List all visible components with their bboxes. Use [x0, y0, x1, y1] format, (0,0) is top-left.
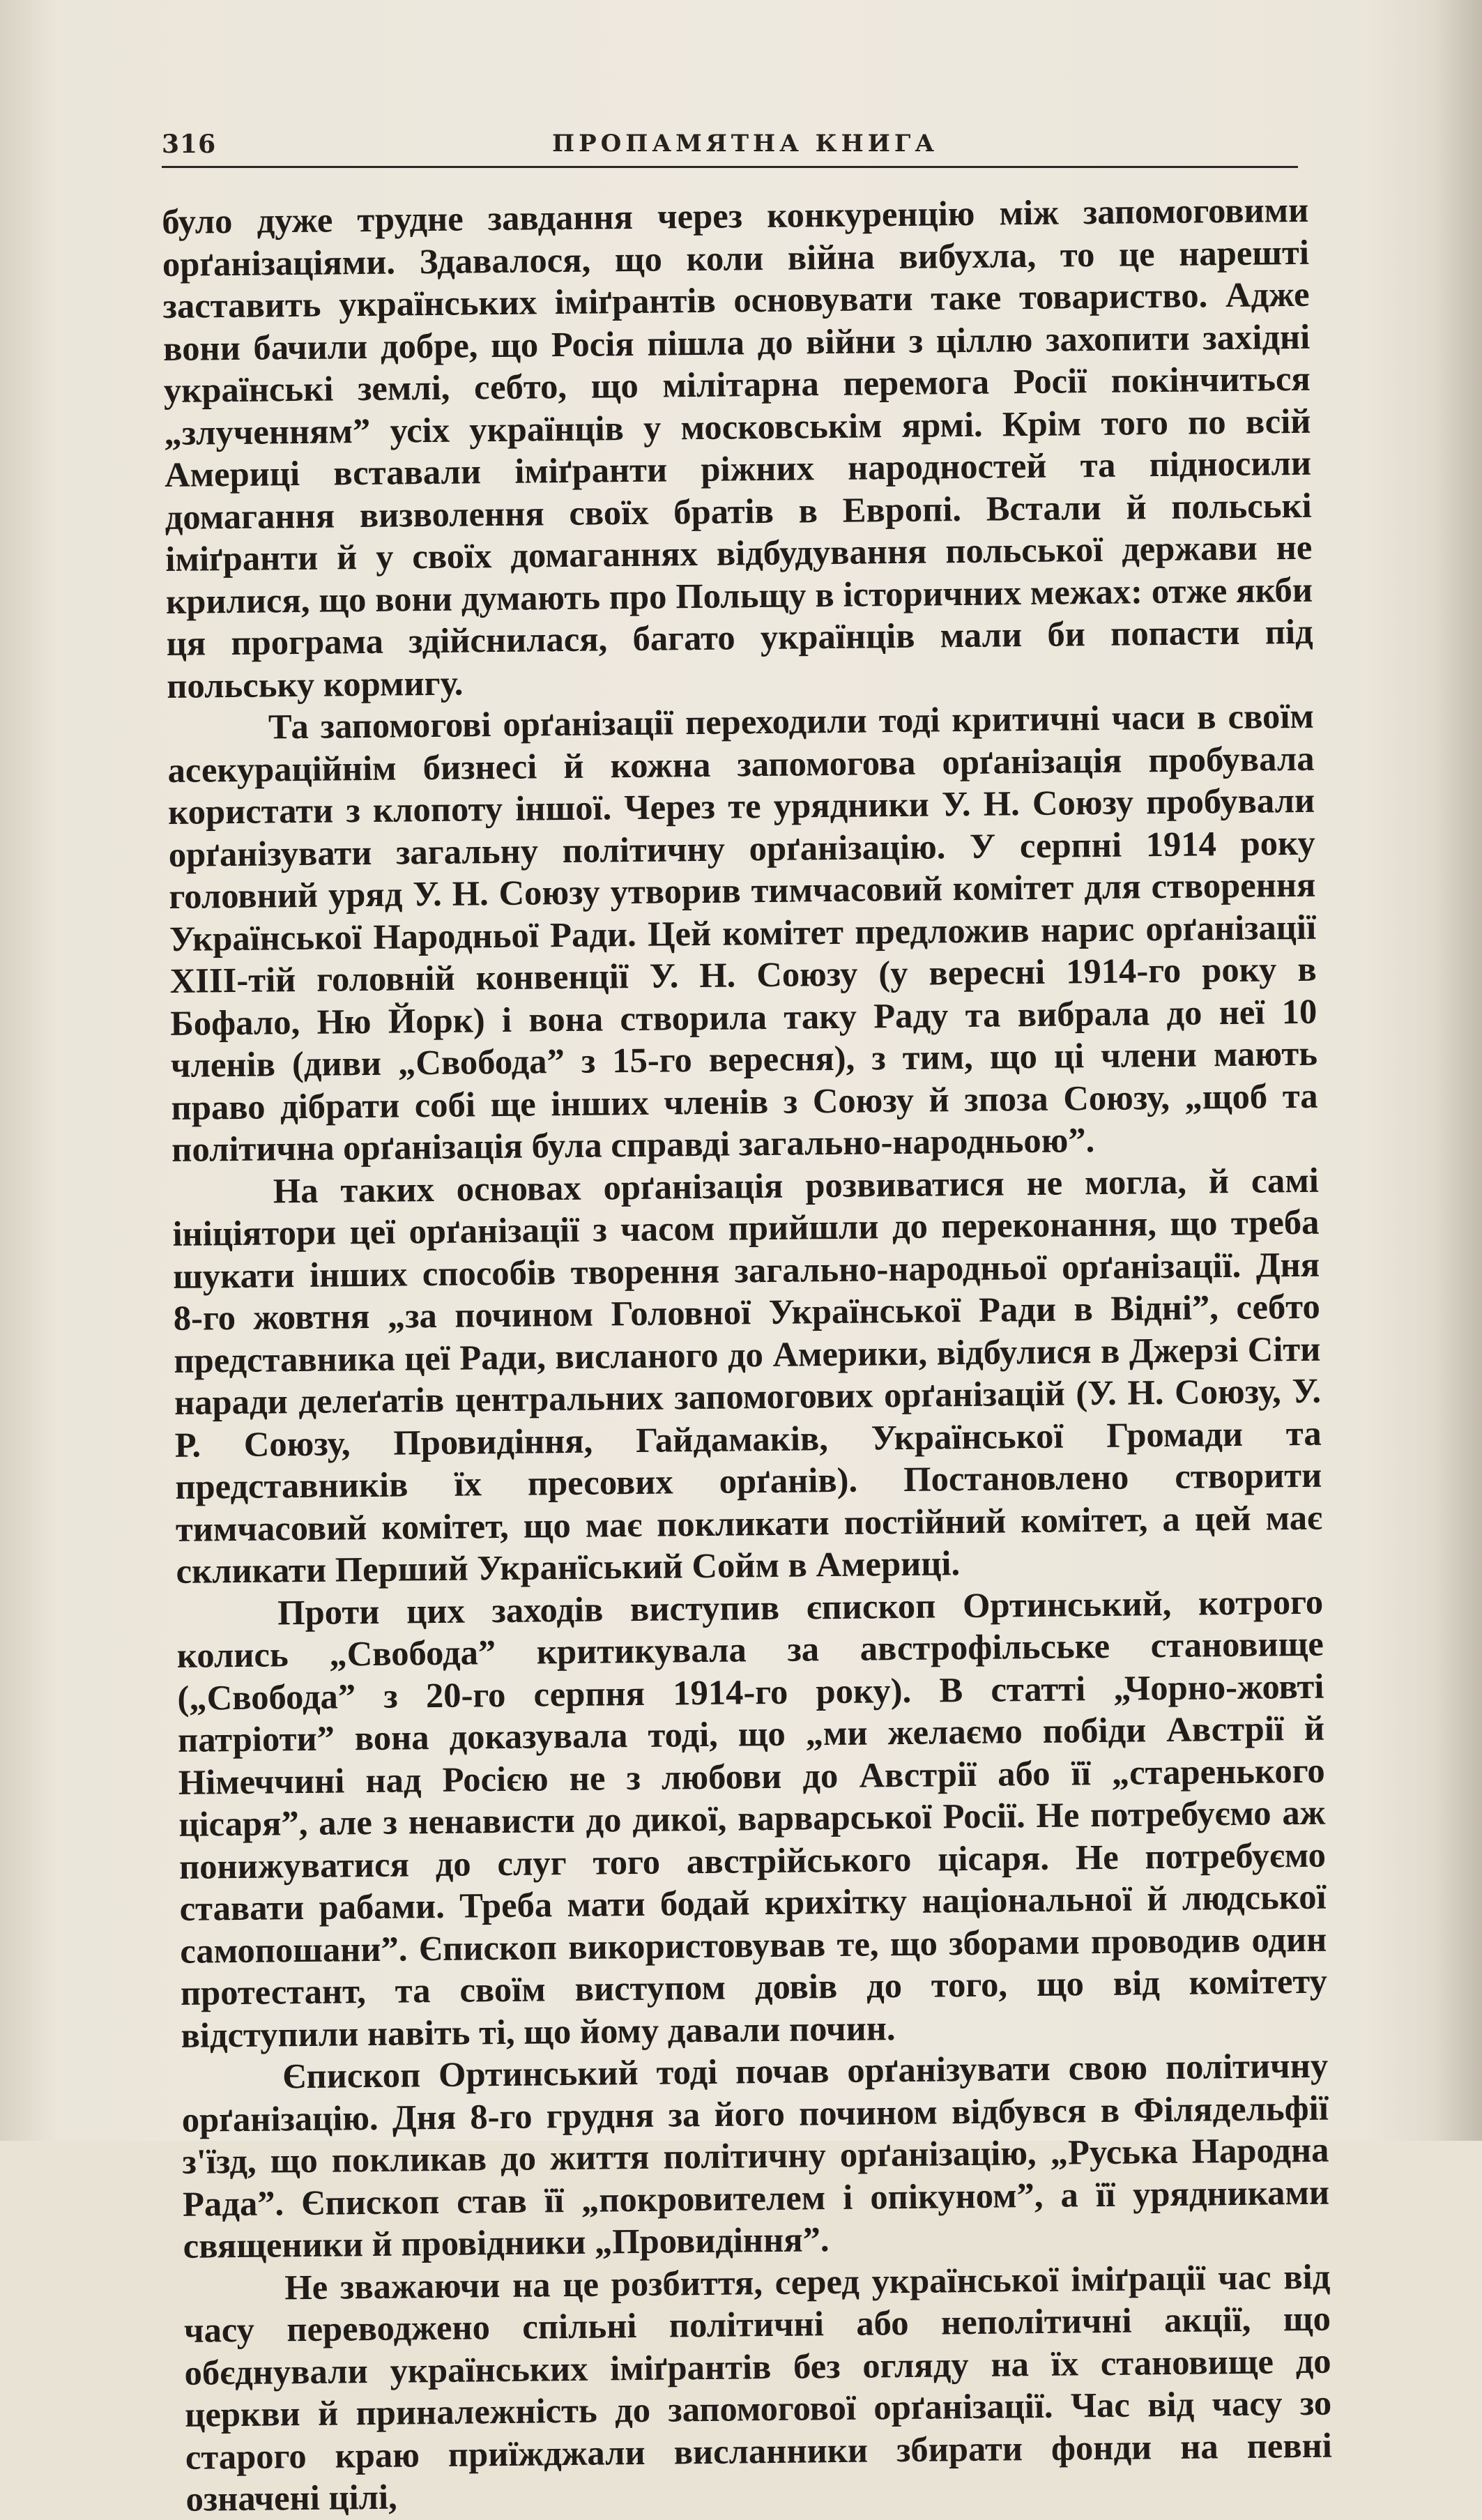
paragraph: Єпископ Ортинський тоді почав орґанізувати свою політичну орґанізацію. Дня 8-го грудня за його почином відбувся в Філядельфії з'їзд, що покликав до життя політичну орґанізацію, „Руська Народна Рада”. Єпископ став її „покровителем і опікуном”, а її урядниками священики й провідники „Провидіння”.: [181, 2045, 1330, 2266]
paragraph: Та запомогові орґанізації переходили тоді критичні часи в своїм асекураційнім бизнесі й кожна запомогова орґанізація пробувала користати з клопоту іншої. Через те урядники У. Н. Союзу пробували орґанізувати загальну політичну орґанізацію. У серпні 1914 року головний уряд У. Н. Союзу утворив тимчасовий комітет для створення Української Народньої Ради. Цей комітет предложив нарис орґанізації XIII-тій головній конвенції У. Н. Союзу (у вересні 1914-го року в Бофало, Ню Йорк) і вона створила таку Раду та вибрала до неї 10 членів (диви „Свобода” з 15-го вересня), з тим, що ці члени мають право дібрати собі ще інших членів з Союзу й зпоза Союзу, „щоб та політична орґанізація була справді загально-народньою”.: [167, 696, 1318, 1169]
running-head: [162, 130, 1298, 168]
paragraph: На таких основах орґанізація розвиватися не могла, й самі ініціятори цеї орґанізації з часом прийшли до переконання, що треба шукати інших способів творення загально-народньої орґанізації. Дня 8-го жовтня „за почином Головної Української Ради в Відні”, себто представника цеї Ради, висланого до Америки, відбулися в Джерзі Сіти наради делеґатів центральних запомогових орґанізацій (У. Н. Союзу, У. Р. Союзу, Провидіння, Гайдамаків, Української Громади та представників їх пресових орґанів). Постановлено створити тимчасовий комітет, що має покликати постійний комітет, а цей має скликати Перший Укранїський Сойм в Америці.: [172, 1160, 1323, 1591]
paragraph: було дуже трудне завдання через конкуренцію між запомоговими орґанізаціями. Здавалося, що коли війна вибухла, то це нарешті заставить українських іміґрантів основувати таке товариство. Адже вони бачили добре, що Росія пішла до війни з ціллю захопити західні українські землі, себто, що мілітарна перемога Росії покінчиться „злученням” усіх українців у московськім ярмі. Крім того по всій Америці вставали іміґранти ріжних народностей та підносили домагання визволення своїх братів в Европі. Встали й польські іміґранти й у своїх домаганнях відбудування польської держави не крилися, що вони думають про Польщу в історичних межах: отже якби ця програма здійснилася, багато українців мали би попасти під польську кормигу.: [162, 190, 1313, 705]
paragraph: Проти цих заходів виступив єпископ Ортинський, котрого колись „Свобода” критикувала за австрофільське становище („Свобода” з 20-го серпня 1914-го року). В статті „Чорно-жовті патріоти” вона доказувала тоді, що „ми желаємо побіди Австрії й Німеччині над Росією не з любови до Австрії або її „старенького цісаря”, але з ненависти до дикої, варварської Росії. Не потребуємо аж понижуватися до слуг того австрійського цісаря. Не потребуємо ставати рабами. Треба мати бодай крихітку національної й людської самопошани”. Єпископ використовував те, що зборами проводив один протестант, та своїм виступом довів до того, що від комітету відступили навіть ті, що йому давали почин.: [176, 1582, 1328, 2055]
page-number: 316: [162, 130, 217, 159]
body-text: [162, 189, 1333, 2520]
paragraph: Не зважаючи на це розбиття, серед української іміґрації час від часу переводжено спільні політичні або неполітичні акції, що обєднували українських іміґрантів без огляду на їх становище до церкви й приналежність до запомогової орґанізації. Час від часу зо старого краю приїжджали висланники збирати фонди на певні означені цілі,: [183, 2256, 1333, 2519]
book-title: ПРОПАМЯТНА КНИГА: [552, 130, 939, 158]
